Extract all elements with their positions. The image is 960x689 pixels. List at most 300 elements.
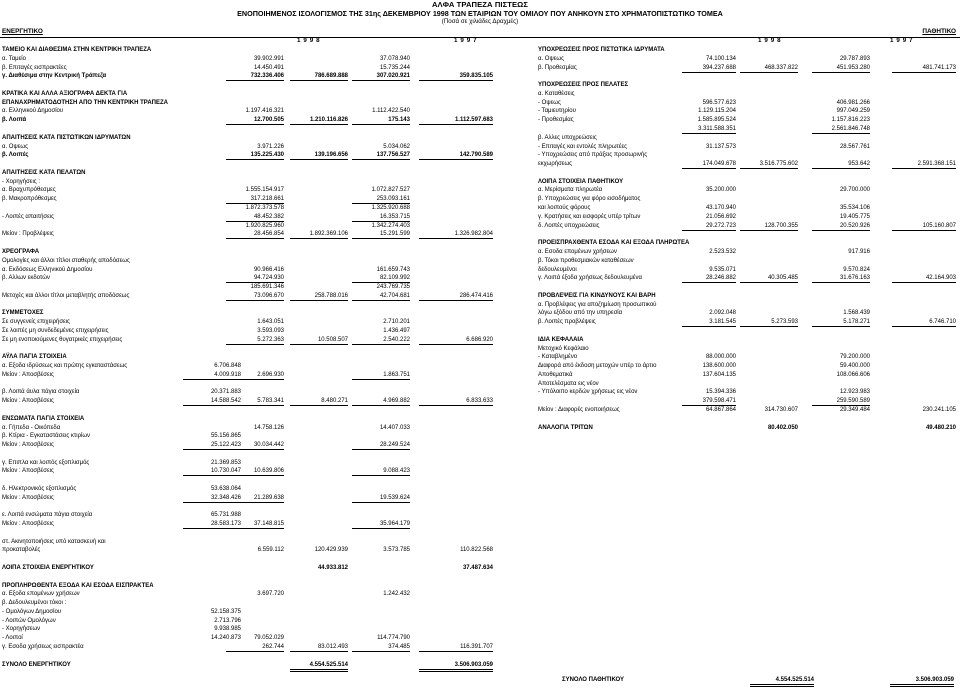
liability-row — [0, 222, 960, 230]
asset-label: α. Βραχυπρόθεσμες — [2, 187, 56, 194]
asset-label: α. Εκδόσεως Ελληνικού Δημοσίου — [2, 266, 93, 273]
liability-amount: 9.570.824 — [843, 266, 870, 273]
liability-amount: 40.305.485 — [740, 274, 798, 283]
asset-amount: 120.429.939 — [314, 547, 348, 554]
liability-amount: 137.604.135 — [702, 371, 736, 378]
liability-amount: 28.246.882 — [682, 274, 736, 283]
asset-amount: 28.249.524 — [352, 441, 410, 450]
asset-amount: 1.197.416.321 — [245, 108, 284, 115]
liability-row — [0, 55, 960, 63]
liability-label: και λοιπούς φόρους — [538, 205, 591, 212]
asset-amount: 9.938.985 — [214, 626, 241, 633]
liabilities-total-label: ΣΥΝΟΛΟ ΠΑΘΗΤΙΚΟΥ — [562, 677, 625, 683]
liability-amount: 59.400.000 — [839, 363, 870, 370]
asset-amount: 262.744 — [226, 643, 284, 652]
asset-amount: 732.336.406 — [226, 72, 284, 81]
asset-row — [0, 529, 960, 537]
liability-amount: 29.700.000 — [839, 187, 870, 194]
liability-amount: 1.568.439 — [843, 310, 870, 317]
liability-label: εκχωρήσεως — [538, 161, 573, 168]
asset-amount: 14.450.491 — [253, 64, 284, 71]
asset-label: ΑΫΛΑ ΠΑΓΙΑ ΣΤΟΙΧΕΙΑ — [2, 354, 67, 361]
units-note: (Ποσά σε χιλιάδες Δραχμές) — [441, 18, 519, 25]
liability-amount: 108.066.606 — [836, 371, 870, 378]
asset-label: Μείον : Αποσβέσεις — [2, 468, 54, 475]
asset-row — [0, 608, 960, 616]
asset-amount: 5.783.341 — [226, 397, 284, 406]
asset-label: Σε συγγενείς επιχειρήσεις — [2, 319, 70, 326]
liability-row — [0, 160, 960, 168]
asset-row — [0, 590, 960, 598]
asset-label: α. Ταμείο — [2, 55, 26, 62]
asset-amount: 137.756.527 — [352, 151, 410, 160]
asset-label: - Χορηγήσεις : — [2, 178, 41, 185]
liability-label: - Υπόλοιπο κερδών χρήσεως εις νέον — [538, 389, 638, 396]
asset-row — [0, 599, 960, 607]
liability-row — [0, 46, 960, 54]
asset-amount: 3.971.226 — [257, 143, 284, 150]
asset-row — [0, 652, 960, 660]
asset-amount: 258.788.016 — [290, 292, 348, 301]
asset-label: β. Κτίρια - Εγκαταστάσεις κτιρίων — [2, 433, 91, 440]
liability-amount: 42.164.903 — [892, 274, 956, 283]
asset-amount: 1.112.597.683 — [419, 116, 493, 125]
liability-row — [0, 248, 960, 256]
asset-label: ΣΥΜΜΕΤΟΧΕΣ — [2, 310, 44, 317]
asset-label: ΕΝΣΩΜΑΤΑ ΠΑΓΙΑ ΣΤΟΙΧΕΙΑ — [2, 415, 85, 422]
asset-amount: 3.573.785 — [383, 547, 410, 554]
liability-amount: 1.585.895.524 — [697, 117, 736, 124]
asset-amount: 1.872.373.578 — [245, 205, 284, 212]
liability-amount: 31.676.163 — [812, 274, 870, 283]
asset-label: β. Λοιπά άυλα πάγια στοιχεία — [2, 389, 80, 396]
liability-row — [0, 283, 960, 291]
liability-row — [0, 169, 960, 177]
asset-row — [0, 520, 960, 528]
asset-amount: 37.078.940 — [379, 55, 410, 62]
asset-row — [0, 476, 960, 484]
asset-amount: 6.686.920 — [419, 336, 493, 345]
liability-amount: 997.049.259 — [836, 108, 870, 115]
liability-row — [0, 186, 960, 194]
asset-amount: 15.291.599 — [352, 230, 410, 239]
liability-row — [0, 266, 960, 274]
asset-amount: 4.554.525.514 — [290, 661, 348, 672]
liability-amount: 80.402.050 — [767, 424, 798, 431]
liability-label: - Ταμιευτηρίου — [538, 108, 576, 115]
liabilities-total-row — [0, 676, 960, 684]
asset-label: προκαταβολές — [2, 547, 41, 554]
asset-label: Μείον : Αποσβέσεις — [2, 371, 54, 378]
liability-row — [0, 195, 960, 203]
liability-amount: 953.642 — [812, 160, 870, 169]
liability-amount: 15.394.336 — [705, 389, 736, 396]
asset-amount: 6.706.848 — [214, 363, 241, 370]
asset-row — [0, 450, 960, 458]
asset-amount: 1.072.827.527 — [371, 187, 410, 194]
asset-amount: 30.034.442 — [226, 441, 284, 450]
asset-amount: 1.342.274.403 — [371, 222, 410, 229]
liability-amount: 230.241.105 — [922, 406, 956, 413]
asset-label: - Λοιποί — [2, 635, 23, 642]
asset-amount: 6.559.112 — [257, 547, 284, 554]
asset-amount: 1.325.920.688 — [371, 205, 410, 212]
asset-row — [0, 441, 960, 449]
asset-row — [0, 661, 960, 669]
liability-label: β. Προθεσμίας — [538, 64, 577, 71]
asset-amount: 2.710.201 — [383, 319, 410, 326]
asset-label: - Λοιπές απαιτήσεις — [2, 213, 55, 220]
asset-amount: 8.480.271 — [290, 397, 348, 406]
asset-label: β. Επιταγές εισπρακτέες — [2, 64, 67, 71]
asset-amount: 1.242.432 — [383, 591, 410, 598]
asset-amount: 1.920.825.960 — [245, 222, 284, 229]
asset-label: ε. Λοιπά ενσώματα πάγια στοιχεία — [2, 512, 93, 519]
asset-row — [0, 634, 960, 642]
asset-amount: 14.407.033 — [379, 424, 410, 431]
liability-amount: 5.273.593 — [740, 318, 798, 327]
asset-amount: 12.700.505 — [226, 116, 284, 125]
liabilities-total-1997: 3.506.903.059 — [890, 676, 954, 687]
liability-amount: 9.535.071 — [709, 266, 736, 273]
liability-row — [0, 99, 960, 107]
asset-amount: 1.555.154.917 — [245, 187, 284, 194]
asset-row — [0, 625, 960, 633]
asset-label: α. Οψεως — [2, 143, 28, 150]
asset-row — [0, 467, 960, 475]
asset-amount: 4.009.918 — [183, 371, 241, 380]
liability-amount: 406.981.266 — [836, 99, 870, 106]
asset-label: β. Δεδουλευμένοι τόκοι : — [2, 600, 67, 607]
liability-label: - Οψεως — [538, 99, 561, 106]
header-rule — [0, 37, 960, 38]
liability-row — [0, 345, 960, 353]
asset-label: ΑΠΑΙΤΗΣΕΙΣ ΚΑΤΑ ΠΕΛΑΤΩΝ — [2, 169, 86, 176]
asset-label: ΕΠΑΝΑΧΡΗΜΑΤΟΔΟΤΗΣΗ ΑΠΟ ΤΗΝ ΚΕΝΤΡΙΚΗ ΤΡΑΠΕΖΑ — [2, 99, 168, 106]
liability-label: ΑΝΑΛΟΓΙΑ ΤΡΙΤΩΝ — [538, 424, 593, 431]
liability-label: - Καταβλημένο — [538, 354, 578, 361]
liability-label: β. Αλλες υποχρεώσεις — [538, 134, 597, 141]
asset-amount: 110.822.568 — [460, 547, 493, 554]
liability-amount: 29.272.723 — [682, 222, 736, 231]
liability-row — [0, 257, 960, 265]
liability-row — [0, 371, 960, 379]
asset-label: ΧΡΕΟΓΡΑΦΑ — [2, 248, 40, 255]
asset-row — [0, 494, 960, 502]
liability-label: Μείον : Διαφορές ενοποιήσεως — [538, 406, 620, 413]
liability-label: α. Εσοδα επομένων χρήσεων — [538, 248, 617, 255]
liability-amount: 35.534.106 — [839, 205, 870, 212]
asset-label: ΣΥΝΟΛΟ ΕΝΕΡΓΗΤΙΚΟΥ — [2, 661, 71, 668]
asset-label: ΛΟΙΠΑ ΣΤΟΙΧΕΙΑ ΕΝΕΡΓΗΤΙΚΟΥ — [2, 565, 94, 572]
liability-label: α. Προβλέψεις για αποζημίωση προσωπικού — [538, 301, 657, 308]
asset-amount: 20.371.883 — [210, 389, 241, 396]
asset-amount: 307.020.921 — [352, 72, 410, 81]
asset-amount: 1.326.982.804 — [419, 230, 493, 239]
liabilities-label: ΠΑΘΗΤΙΚΟ — [922, 28, 956, 35]
asset-label: γ. Διαθέσιμα στην Κεντρική Τράπεζα — [2, 73, 107, 80]
liability-label: - Επιταγές και εντολές πληρωτέες — [538, 143, 628, 150]
asset-label: Μετοχές και άλλοι τίτλοι μεταβλητής αποδόσεως — [2, 292, 130, 299]
liabilities-total-1998: 4.554.525.514 — [750, 676, 814, 687]
liability-amount: 79.200.000 — [839, 354, 870, 361]
bank-name: ΑΛΦΑ ΤΡΑΠΕΖΑ ΠΙΣΤΕΩΣ — [431, 0, 529, 9]
asset-amount: 21.289.638 — [226, 494, 284, 503]
asset-amount: 3.593.093 — [257, 327, 284, 334]
asset-amount: 37.148.815 — [226, 520, 284, 529]
asset-label: β. Λοιπά — [2, 117, 27, 124]
asset-amount: 15.735.244 — [379, 64, 410, 71]
liability-amount: 31.137.573 — [705, 143, 736, 150]
asset-label: ΑΠΑΙΤΗΣΕΙΣ ΚΑΤΑ ΠΙΣΤΩΤΙΚΩΝ ΙΔΡΥΜΑΤΩΝ — [2, 134, 131, 141]
asset-amount: 14.758.126 — [253, 424, 284, 431]
liability-label: δ. Λοιπές υποχρεώσεις — [538, 222, 600, 229]
asset-amount: 28.456.854 — [226, 230, 284, 239]
liability-row — [0, 239, 960, 247]
liability-amount: 21.056.692 — [705, 213, 736, 220]
asset-amount: 52.158.375 — [210, 608, 241, 615]
right-year-1998: 1 9 9 8 — [758, 37, 782, 44]
asset-amount: 10.730.047 — [183, 467, 241, 476]
liability-amount: 394.237.688 — [682, 64, 736, 73]
asset-amount: 786.689.888 — [290, 72, 348, 81]
asset-amount: 116.391.707 — [419, 643, 493, 652]
liability-amount: 259.590.589 — [812, 397, 870, 406]
left-year-1998: 1 9 9 8 — [297, 37, 321, 44]
asset-amount: 1.112.422.540 — [372, 108, 410, 115]
liability-row — [0, 81, 960, 89]
liability-amount: 88.000.000 — [705, 354, 736, 361]
asset-label: Μείον : Αποσβέσεις — [2, 398, 54, 405]
liability-row — [0, 397, 960, 405]
liability-row — [0, 336, 960, 344]
liability-label: Μετοχικό Κεφάλαιο — [538, 345, 589, 352]
liability-row — [0, 125, 960, 133]
asset-label: α. Εξοδα ιδρύσεως και πρώτης εγκαταστάσεως — [2, 363, 128, 370]
asset-label: ΤΑΜΕΙΟ ΚΑΙ ΔΙΑΘΕΣΙΜΑ ΣΤΗΝ ΚΕΝΤΡΙΚΗ ΤΡΑΠΕΖΑ — [2, 47, 152, 53]
asset-row — [0, 538, 960, 546]
asset-amount: 161.659.743 — [376, 266, 410, 273]
liability-amount: 3.311.588.351 — [682, 125, 736, 134]
asset-amount: 1.643.051 — [257, 319, 284, 326]
liability-label: - Προθεσμίας — [538, 117, 574, 124]
liability-row — [0, 388, 960, 396]
asset-label: α. Γήπεδα - Οικόπεδα — [2, 424, 61, 431]
asset-amount: 37.487.634 — [462, 565, 493, 572]
right-year-1997: 1 9 9 7 — [890, 37, 914, 44]
liability-row — [0, 353, 960, 361]
asset-row — [0, 582, 960, 590]
asset-amount: 16.353.715 — [352, 213, 410, 222]
liability-amount: 128.700.355 — [740, 222, 798, 231]
asset-row — [0, 546, 960, 554]
asset-amount: 175.143 — [352, 116, 410, 125]
liability-amount: 19.405.775 — [839, 213, 870, 220]
asset-label: Ομολογίες και άλλοι τίτλοι σταθερής αποδόσεως — [2, 257, 130, 264]
asset-label: β. Αλλων εκδοτών — [2, 275, 50, 282]
liability-row — [0, 213, 960, 221]
liability-amount: 12.923.983 — [839, 389, 870, 396]
asset-row — [0, 617, 960, 625]
asset-amount: 135.225.430 — [226, 151, 284, 160]
liability-amount: 1.157.816.223 — [831, 117, 870, 124]
asset-amount: 3.697.720 — [257, 591, 284, 598]
left-year-1997: 1 9 9 7 — [454, 37, 478, 44]
liability-amount: 2.591.368.151 — [892, 160, 956, 169]
asset-amount: 359.835.105 — [419, 72, 493, 81]
liability-label: λόγω εξόδου από την υπηρεσία — [538, 310, 623, 317]
asset-amount: 3.506.903.059 — [419, 661, 493, 672]
liability-label: γ. Κρατήσεις και εισφορές υπέρ τρίτων — [538, 213, 641, 220]
liability-label: α. Οψεως — [538, 55, 564, 62]
asset-amount: 32.348.426 — [183, 494, 241, 503]
liability-amount: 314.730.607 — [764, 406, 798, 413]
liability-row — [0, 178, 960, 186]
asset-amount: 243.769.735 — [376, 284, 410, 291]
asset-amount: 14.588.542 — [183, 397, 241, 406]
liability-amount: 105.160.807 — [892, 222, 956, 231]
asset-amount: 48.452.382 — [226, 213, 284, 222]
asset-label: γ. Επιπλα και λοιπός εξοπλισμός — [2, 459, 90, 466]
asset-label: ΠΡΟΠΛΗΡΩΘΕΝΤΑ ΕΞΟΔΑ ΚΑΙ ΕΣΟΔΑ ΕΙΣΠΡΑΚΤΕΑ — [2, 582, 154, 589]
asset-amount: 185.691.346 — [250, 284, 284, 291]
liability-amount: 74.100.134 — [705, 55, 736, 62]
liability-row — [0, 318, 960, 326]
asset-label: α. Εξοδα επομένων χρήσεων — [2, 591, 80, 598]
asset-label: Σε μη ενοποιούμενες θυγατρικές επιχειρήσεις — [2, 336, 123, 343]
liability-label: ΠΡΟΕΙΣΠΡΑΧΘΕΝΤΑ ΕΣΟΔΑ ΚΑΙ ΕΞΟΔΑ ΠΛΗΡΩΤΕΑ — [538, 240, 690, 247]
liability-amount: 468.337.822 — [740, 64, 798, 73]
liability-row — [0, 230, 960, 238]
asset-label: β. Μακροπρόθεσμες — [2, 196, 57, 203]
liability-row — [0, 116, 960, 124]
liability-label: α. Μερίσματα πληρωτέα — [538, 187, 603, 194]
liability-label: ΙΔΙΑ ΚΕΦΑΛΑΙΑ — [538, 336, 584, 343]
liability-amount: 917.916 — [848, 248, 870, 255]
asset-amount: 79.052.029 — [253, 635, 284, 642]
liability-amount: 138.600.000 — [702, 363, 736, 370]
asset-amount: 142.790.589 — [419, 151, 493, 160]
liability-amount: 2.561.846.748 — [812, 125, 870, 134]
asset-amount: 55.156.865 — [210, 433, 241, 440]
liability-amount: 20.520.926 — [812, 222, 870, 231]
asset-amount: 19.539.624 — [352, 494, 410, 503]
asset-amount: 5.034.062 — [383, 143, 410, 150]
assets-label: ΕΝΕΡΓΗΤΙΚΟ — [2, 28, 43, 35]
liability-label: α. Καταθέσεις — [538, 90, 575, 97]
liability-label: γ. Λοιπά έξοδα χρήσεως δεδουλευμένα — [538, 275, 642, 282]
liability-label: δεδουλευμένοι — [538, 266, 577, 273]
asset-row — [0, 643, 960, 651]
asset-amount: 1.210.116.826 — [290, 116, 348, 125]
asset-amount: 139.196.656 — [290, 151, 348, 160]
asset-amount: 374.485 — [352, 643, 410, 652]
liability-row — [0, 424, 960, 432]
asset-amount: 28.583.173 — [183, 520, 241, 529]
asset-label: Σε λοιπές μη συνδεδεμένες επιχειρήσεις — [2, 327, 109, 334]
asset-amount: 44.933.812 — [317, 565, 348, 572]
asset-label: β. Λοιπές — [2, 152, 29, 159]
liability-row — [0, 301, 960, 309]
liability-amount: 29.349.484 — [839, 406, 870, 413]
liability-label: β. Λοιπές προβλέψεις — [538, 319, 596, 326]
asset-label: - Λοιπών Ομολόγων — [2, 617, 56, 624]
asset-label: δ. Ηλεκτρονικός εξοπλισμός — [2, 486, 77, 492]
liability-amount: 43.170.940 — [705, 205, 736, 212]
liability-amount: 481.741.173 — [892, 64, 956, 73]
liability-label: Αποτελέσματα εις νέον — [538, 380, 599, 387]
asset-amount: 53.638.064 — [210, 486, 241, 492]
asset-amount: 90.966.416 — [253, 266, 284, 273]
liability-amount: 596.577.623 — [702, 99, 736, 106]
liability-row — [0, 134, 960, 142]
asset-amount: 39.902.991 — [253, 55, 284, 62]
asset-label: ΚΡΑΤΙΚΑ ΚΑΙ ΑΛΛΑ ΑΞΙΟΓΡΑΦΑ ΔΕΚΤΑ ΓΙΑ — [2, 90, 128, 97]
asset-amount: 10.508.507 — [290, 336, 348, 345]
liability-row — [0, 327, 960, 335]
asset-label: στ. Ακινητοποιήσεις υπό κατασκευή και — [2, 538, 106, 545]
liability-amount: 29.787.893 — [839, 55, 870, 62]
liability-label: β. Τόκοι προθεσμιακών καταθέσεων — [538, 257, 634, 264]
liability-label: β. Υποχρεώσεις για φόρο εισοδήματος — [538, 196, 641, 203]
liability-row — [0, 362, 960, 370]
asset-amount: 42.704.681 — [352, 292, 410, 301]
asset-amount: 25.122.423 — [183, 441, 241, 450]
liability-row — [0, 143, 960, 151]
liability-amount: 28.567.761 — [839, 143, 870, 150]
liability-row — [0, 274, 960, 282]
asset-amount: 2.540.222 — [352, 336, 410, 345]
asset-row — [0, 555, 960, 563]
liability-amount: 6.746.710 — [892, 318, 956, 327]
asset-amount: 65.731.988 — [210, 512, 241, 519]
asset-amount: 2.713.796 — [214, 617, 241, 624]
asset-label: Μείον : Αποσβέσεις — [2, 442, 54, 449]
asset-amount: 14.240.873 — [210, 635, 241, 642]
asset-amount: 4.969.882 — [352, 397, 410, 406]
asset-label: Μείον : Αποσβέσεις — [2, 494, 54, 501]
asset-amount: 83.012.493 — [290, 643, 348, 652]
asset-label: - Ομολόγων Δημοσίου — [2, 608, 62, 615]
asset-row — [0, 459, 960, 467]
asset-amount: 82.109.992 — [352, 274, 410, 283]
asset-row — [0, 503, 960, 511]
liability-amount: 2.523.532 — [709, 248, 736, 255]
liability-label: ΠΡΟΒΛΕΨΕΙΣ ΓΙΑ ΚΙΝΔΥΝΟΥΣ ΚΑΙ ΒΑΡΗ — [538, 292, 656, 299]
liability-row — [0, 72, 960, 80]
liability-amount: 174.049.678 — [682, 160, 736, 169]
liability-row — [0, 151, 960, 159]
liability-row — [0, 292, 960, 300]
asset-amount: 286.474.416 — [419, 292, 493, 301]
asset-amount: 9.088.423 — [352, 467, 410, 476]
asset-amount: 1.892.369.106 — [290, 230, 348, 239]
liability-row — [0, 309, 960, 317]
asset-amount: 2.696.930 — [226, 371, 284, 380]
asset-row — [0, 564, 960, 572]
asset-amount: 1.863.751 — [352, 371, 410, 380]
liability-row — [0, 107, 960, 115]
asset-amount: 10.639.806 — [226, 467, 284, 476]
asset-row — [0, 511, 960, 519]
liability-label: ΥΠΟΧΡΕΩΣΕΙΣ ΠΡΟΣ ΠΙΣΤΩΤΙΚΑ ΙΔΡΥΜΑΤΑ — [538, 47, 665, 53]
asset-amount: 21.369.853 — [210, 459, 241, 466]
asset-label: Μείον : Προβλέψεις — [2, 231, 54, 238]
liability-amount: 3.181.545 — [682, 318, 736, 327]
liability-amount: 3.516.775.602 — [740, 160, 798, 169]
asset-label: γ. Εσοδα χρήσεως εισπρακτέα — [2, 644, 84, 651]
liability-row — [0, 380, 960, 388]
